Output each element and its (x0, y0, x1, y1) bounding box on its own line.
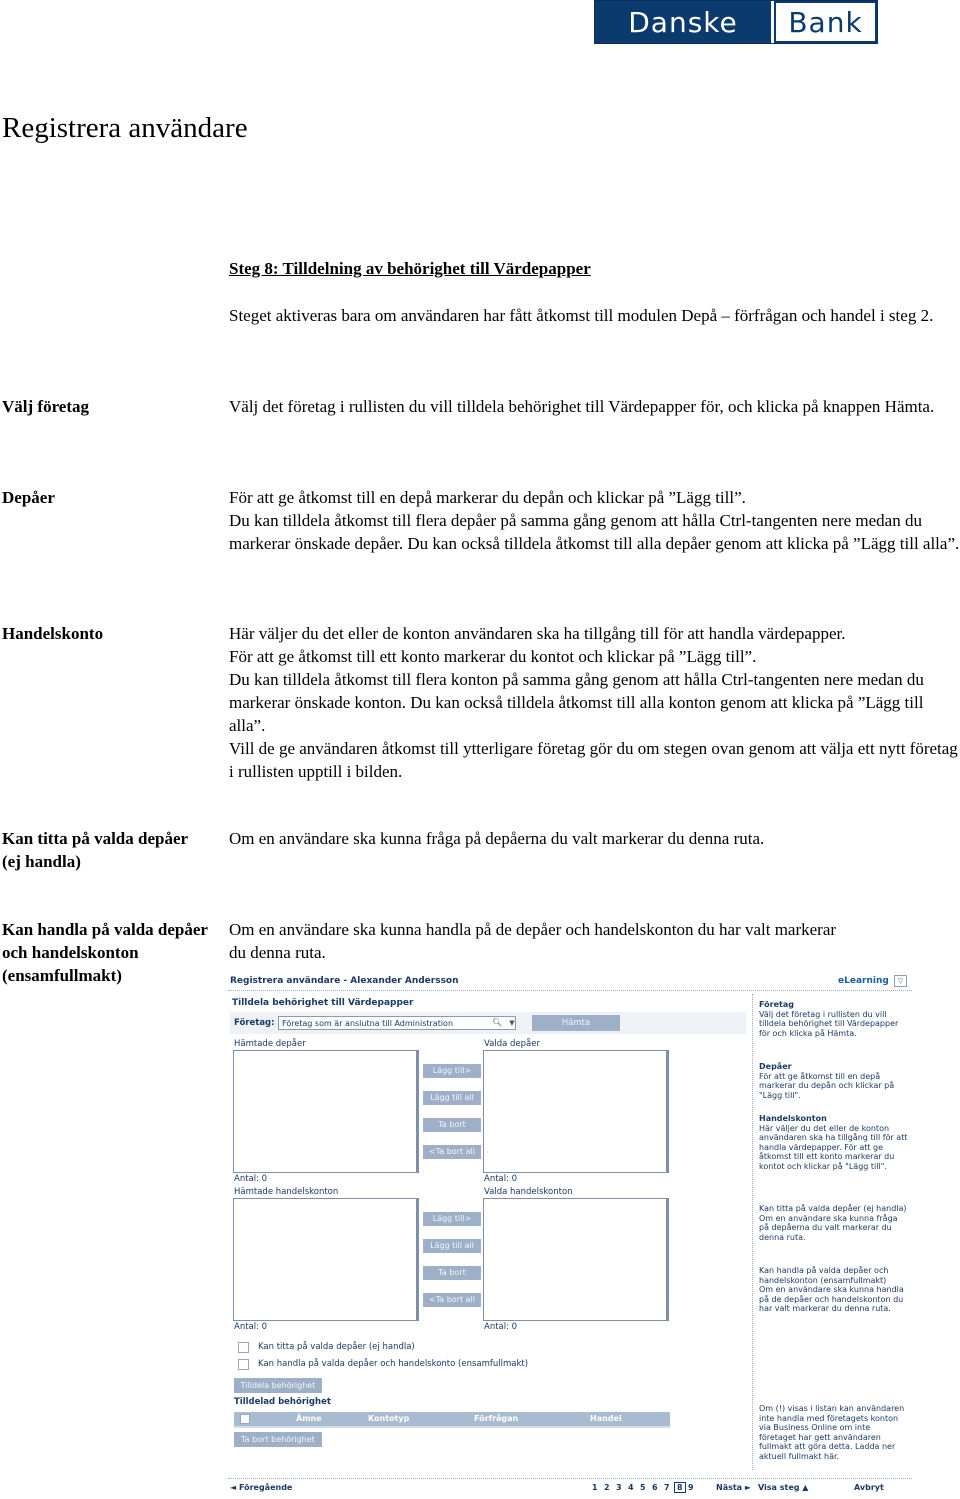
add-depot-button[interactable]: Lägg till> (423, 1064, 481, 1078)
page-link[interactable]: 2 (604, 1483, 610, 1492)
fetched-depots-list[interactable] (233, 1050, 419, 1173)
count-value: 0 (511, 1322, 518, 1332)
fetch-button[interactable]: Hämta (532, 1015, 620, 1031)
remove-permission-button[interactable]: Ta bort behörighet (234, 1432, 322, 1447)
document-title: Registrera användare (2, 112, 248, 144)
column-header[interactable]: Handel (590, 1414, 622, 1423)
divider (228, 1478, 912, 1479)
selected-accounts-label: Valda handelskonton (484, 1187, 573, 1197)
row-text-trade (229, 918, 849, 964)
row-label-company: Välj företag (2, 397, 90, 416)
row-text-line: Om en användare ska kunna handla på de depåer och handelskonton du har valt markerar du denna ruta. (229, 920, 837, 962)
help-text: För att ge åtkomst till en depå markerar du depån och klickar på "Lägg till". (759, 1071, 895, 1100)
count-label: Antal: (484, 1322, 509, 1332)
view-only-label: Kan titta på valda depåer (ej handla) (258, 1342, 415, 1352)
section-title: Tilldela behörighet till Värdepapper (232, 998, 414, 1008)
help-text: Om en användare ska kunna handla på de depåer och handelskonton du har valt markerar du denna ruta. (759, 1285, 904, 1314)
count-label: Antal: (234, 1322, 259, 1332)
cancel-button[interactable]: Avbryt (854, 1483, 884, 1492)
help-panel (752, 994, 912, 1470)
fetched-accounts-label: Hämtade handelskonton (234, 1187, 339, 1197)
remove-account-button[interactable]: Ta bort (423, 1266, 481, 1280)
help-text: Om en användare ska kunna fråga på depåerna du valt markerar du denna ruta. (759, 1213, 898, 1242)
step-heading: Steg 8: Tilldelning av behörighet till Värdepapper (229, 259, 591, 278)
page-link[interactable]: 7 (664, 1483, 670, 1492)
count-value: 0 (261, 1174, 268, 1184)
next-button[interactable]: Nästa ► (716, 1483, 752, 1492)
row-label-trading-account: Handelskonto (2, 624, 104, 643)
depot-count (234, 1174, 267, 1184)
company-label: Företag: (234, 1018, 275, 1028)
selected-depots-label: Valda depåer (484, 1039, 540, 1049)
page-link[interactable]: 1 (592, 1483, 598, 1492)
fetched-accounts-list[interactable] (233, 1198, 419, 1321)
logo-danske-text: Danske (595, 1, 771, 43)
count-value: 0 (261, 1322, 268, 1332)
remove-depot-button[interactable]: Ta bort (423, 1118, 481, 1132)
fetched-depots-label: Hämtade depåer (234, 1039, 306, 1049)
add-account-button[interactable]: Lägg till> (423, 1212, 481, 1226)
row-text-line: För att ge åtkomst till en depå markerar du depån och klickar på ”Lägg till”. (229, 488, 746, 507)
help-title: Depåer (759, 1062, 792, 1071)
step-navigation (228, 1482, 912, 1496)
page-link[interactable]: 4 (628, 1483, 634, 1492)
add-all-accounts-button[interactable]: Lägg till all (423, 1239, 481, 1253)
intro-text: Steget aktiveras bara om användaren har fått åtkomst till modulen Depå – förfrågan och handel i steg 2. (229, 306, 934, 325)
elearning-icon[interactable]: ▽ (894, 975, 907, 987)
page-link[interactable]: 5 (640, 1483, 646, 1492)
selected-depots-list[interactable] (483, 1050, 669, 1173)
danske-bank-logo (594, 0, 878, 44)
row-text-line: Här väljer du det eller de konton användaren ska ha tillgång till för att handla värdepapper. (229, 624, 846, 643)
help-accounts (759, 1114, 909, 1172)
row-text-line: Du kan tilldela åtkomst till flera konton på samma gång genom att hålla Ctrl-tangenten nere medan du markerar önskade konton. Du kan också tilldela åtkomst till alla konton genom att klicka på ”Lägg till alla”. (229, 670, 924, 735)
row-text-line: För att ge åtkomst till ett konto markerar du kontot och klickar på ”Lägg till”. (229, 647, 757, 666)
help-trade (759, 1266, 909, 1314)
permission-table-header (234, 1412, 670, 1426)
previous-button[interactable]: ◄ Föregående (230, 1483, 293, 1492)
selected-depot-count (484, 1174, 517, 1184)
search-icon[interactable]: 🔍︎ (492, 1018, 503, 1027)
row-text-trading-account (229, 622, 960, 783)
help-depots (759, 1062, 909, 1100)
show-step-button[interactable]: Visa steg ▲ (758, 1483, 809, 1492)
page-link[interactable]: 6 (652, 1483, 658, 1492)
current-page[interactable]: 8 (674, 1482, 686, 1493)
select-all-checkbox[interactable] (240, 1414, 250, 1424)
selected-accounts-list[interactable] (483, 1198, 669, 1321)
row-text-view-only (229, 827, 960, 850)
trade-checkbox[interactable] (238, 1359, 249, 1370)
logo-bank-text: Bank (774, 1, 877, 43)
row-text-line: Vill de ge användaren åtkomst till ytterligare företag gör du om stegen ovan genom att välja ett nytt företag i rullisten upptill i bilden. (229, 739, 958, 781)
row-text-line: Du kan tilldela åtkomst till flera depåer på samma gång genom att hålla Ctrl-tangenten nere medan du markerar önskade depåer. Du kan också tilldela åtkomst till alla depåer genom att klicka på ”Lägg till alla”. (229, 511, 960, 553)
help-text: Här väljer du det eller de konton användaren ska ha tillgång till för att handla värdepapper. För att ge åtkomst till ett konto markerar du kontot och klickar på "Lägg till". (759, 1123, 908, 1171)
help-company (759, 1000, 909, 1038)
trade-label: Kan handla på valda depåer och handelskonto (ensamfullmakt) (258, 1359, 529, 1369)
help-title: Kan titta på valda depåer (ej handla) (759, 1204, 907, 1213)
page-link[interactable]: 9 (688, 1483, 694, 1492)
view-only-checkbox[interactable] (238, 1342, 249, 1353)
account-count (234, 1322, 267, 1332)
count-label: Antal: (234, 1174, 259, 1184)
count-label: Antal: (484, 1174, 509, 1184)
help-title: Företag (759, 1000, 794, 1009)
column-header[interactable]: Kontotyp (368, 1414, 410, 1423)
chevron-down-icon[interactable]: ▼ (509, 1019, 515, 1027)
page-link[interactable]: 3 (616, 1483, 622, 1492)
company-select[interactable]: Företag som är anslutna till Administration (278, 1016, 516, 1030)
assign-permission-button[interactable]: Tilldela behörighet (234, 1378, 322, 1393)
add-all-depots-button[interactable]: Lägg till all (423, 1091, 481, 1105)
row-text-company (229, 395, 960, 418)
row-text-line: Välj det företag i rullisten du vill tilldela behörighet till Värdepapper för, och klicka på knappen Hämta. (229, 397, 935, 416)
help-title: Handelskonton (759, 1114, 827, 1123)
screen-title: Registrera användare - Alexander Andersson (230, 976, 459, 986)
remove-all-depots-button[interactable]: <Ta bort all (423, 1145, 481, 1159)
selected-account-count (484, 1322, 517, 1332)
row-label-view-only: Kan titta på valda depåer (ej handla) (2, 829, 188, 871)
help-text: Välj det företag i rullisten du vill tilldela behörighet till Värdepapper för och klicka på Hämta. (759, 1009, 899, 1038)
divider (228, 990, 912, 991)
assigned-permission-title: Tilldelad behörighet (234, 1397, 331, 1407)
application-screenshot (226, 970, 914, 1498)
table-divider (234, 1426, 670, 1428)
column-header[interactable]: Ämne (296, 1414, 322, 1423)
row-label-trade: Kan handla på valda depåer och handelskonton (ensamfullmakt) (2, 920, 208, 985)
help-text: Om (!) visas i listan kan användaren inte handla med företagets konton via Business Online om inte företaget har gett användaren fullmakt att göra detta. Ladda ner aktuell fullmakt här. (759, 1404, 905, 1461)
remove-all-accounts-button[interactable]: <Ta bort all (423, 1293, 481, 1307)
help-title: Kan handla på valda depåer och handelskonton (ensamfullmakt) (759, 1266, 889, 1285)
elearning-link[interactable]: eLearning (838, 976, 889, 986)
help-view-only (759, 1204, 909, 1242)
column-header[interactable]: Förfrågan (474, 1414, 519, 1423)
help-note (759, 1404, 909, 1462)
count-value: 0 (511, 1174, 518, 1184)
row-text-depots (229, 486, 960, 555)
row-label-depots: Depåer (2, 488, 55, 507)
row-text-line: Om en användare ska kunna fråga på depåerna du valt markerar du denna ruta. (229, 829, 765, 848)
